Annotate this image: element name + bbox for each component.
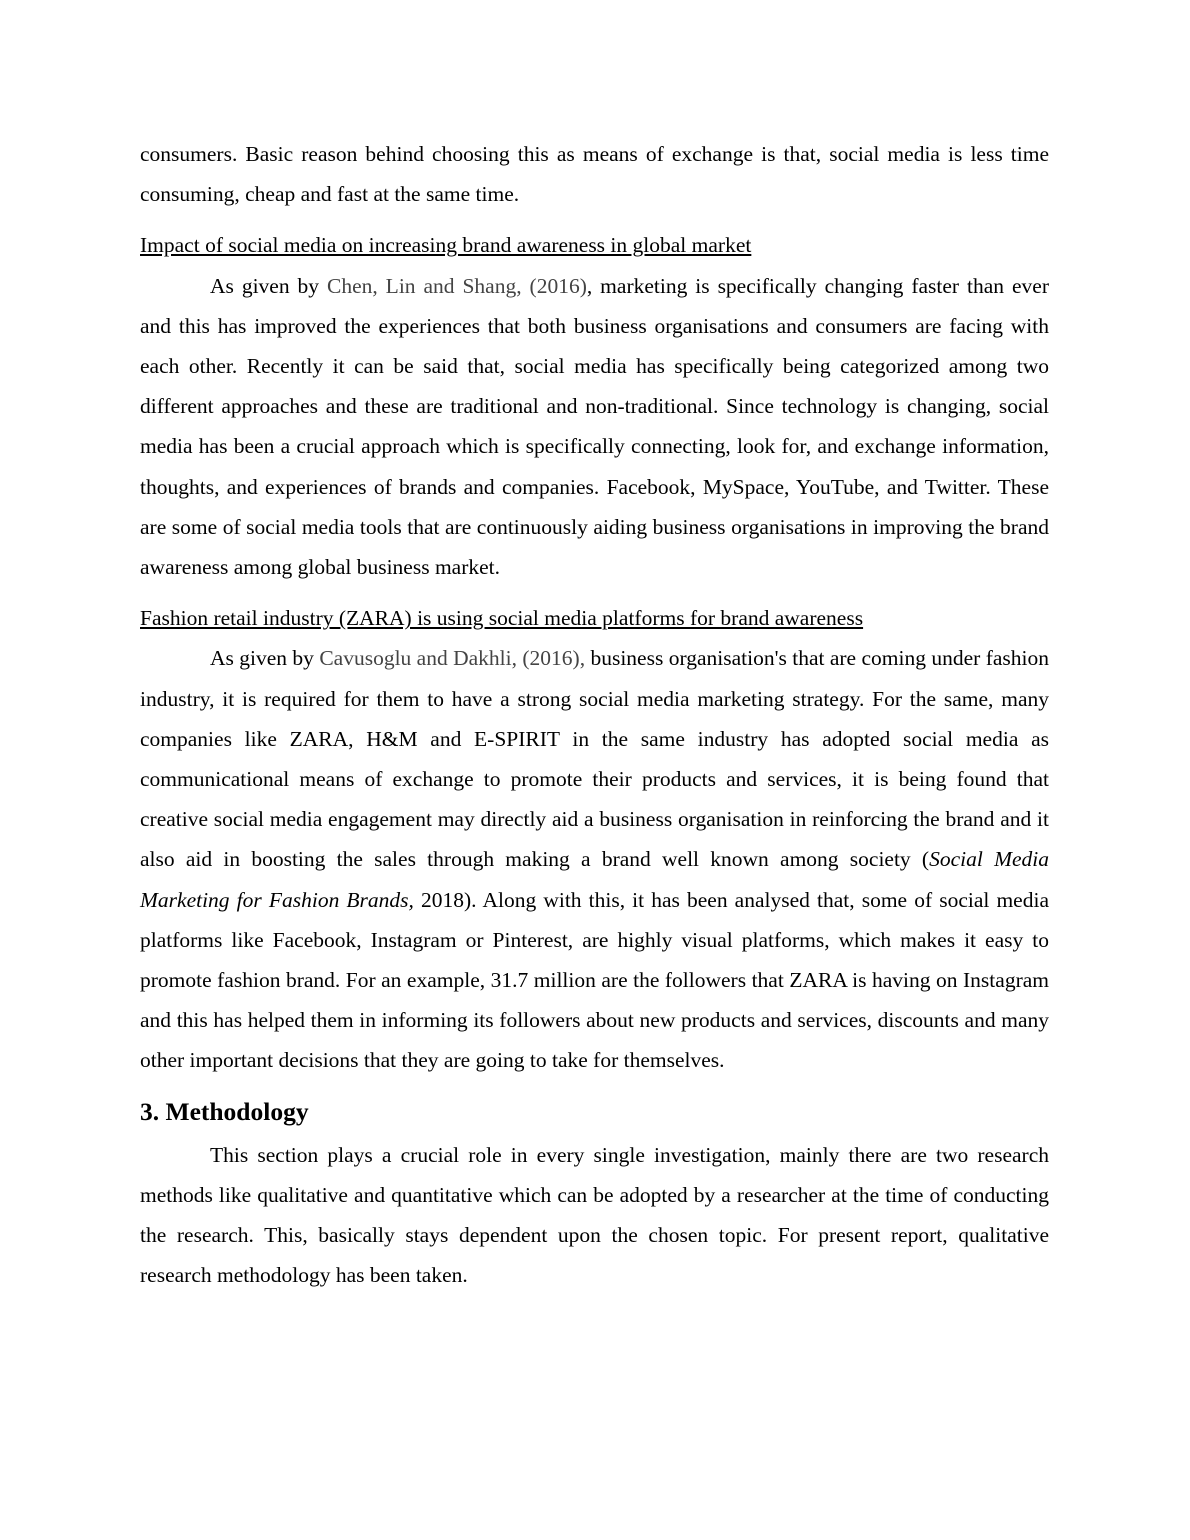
impact-lead: As given by — [210, 273, 327, 298]
zara-paragraph — [140, 638, 1049, 1080]
document-page — [140, 134, 1049, 1295]
zara-body-end: 2018). Along with this, it has been analysed that, some of social media platforms like Facebook, Instagram or Pinterest, are highly visual platforms, which makes it easy to promote fashion brand. For an example, 31.7 million are the followers that ZARA is having on Instagram and this has helped them in informing its followers about new products and services, discounts and many other important decisions that they are going to take for themselves. — [140, 887, 1049, 1073]
impact-heading: Impact of social media on increasing brand awareness in global market — [140, 233, 752, 258]
zara-italic-source: Social Media Marketing for Fashion Brands, — [140, 847, 1049, 912]
intro-paragraph: consumers. Basic reason behind choosing this as means of exchange is that, social media is less time consuming, cheap and fast at the same time. — [140, 142, 1049, 207]
impact-citation: Chen, Lin and Shang, (2016) — [326, 273, 587, 298]
spacer — [140, 214, 1049, 225]
zara-heading: Fashion retail industry (ZARA) is using social media platforms for brand awareness — [140, 606, 864, 631]
zara-body: business organisation's that are coming under fashion industry, it is required for them to have a strong social media marketing strategy. For the same, many companies like ZARA, H&M and E-SPIRIT in the same industry has adopted social media as communicational means of exchange to promote their products and services, it is being found that creative social media engagement may directly aid a business organisation in reinforcing the brand and it also aid in boosting the sales through making a brand well known among society ( — [140, 646, 1049, 872]
spacer — [140, 587, 1049, 598]
zara-citation: Cavusoglu and Dakhli, (2016), — [319, 646, 586, 671]
impact-paragraph — [140, 266, 1049, 588]
impact-body: , marketing is specifically changing faster than ever and this has improved the experiences that both business organisations and consumers are facing with each other. Recently it can be said that, social media has specifically being categorized among two different approaches and these are traditional and non-traditional. Since technology is changing, social media has been a crucial approach which is specifically connecting, look for, and exchange information, thoughts, and experiences of brands and companies. Facebook, MySpace, YouTube, and Twitter. These are some of social media tools that are continuously aiding business organisations in improving the brand awareness among global business market. — [140, 273, 1049, 580]
zara-lead: As given by — [210, 646, 320, 671]
methodology-heading: 3. Methodology — [140, 1096, 309, 1126]
methodology-paragraph: This section plays a crucial role in every single investigation, mainly there are two research methods like qualitative and quantitative which can be adopted by a researcher at the time of conducting the research. This, basically stays dependent upon the chosen topic. For present report, qualitative research methodology has been taken. — [140, 1142, 1049, 1288]
spacer — [140, 1081, 1049, 1093]
